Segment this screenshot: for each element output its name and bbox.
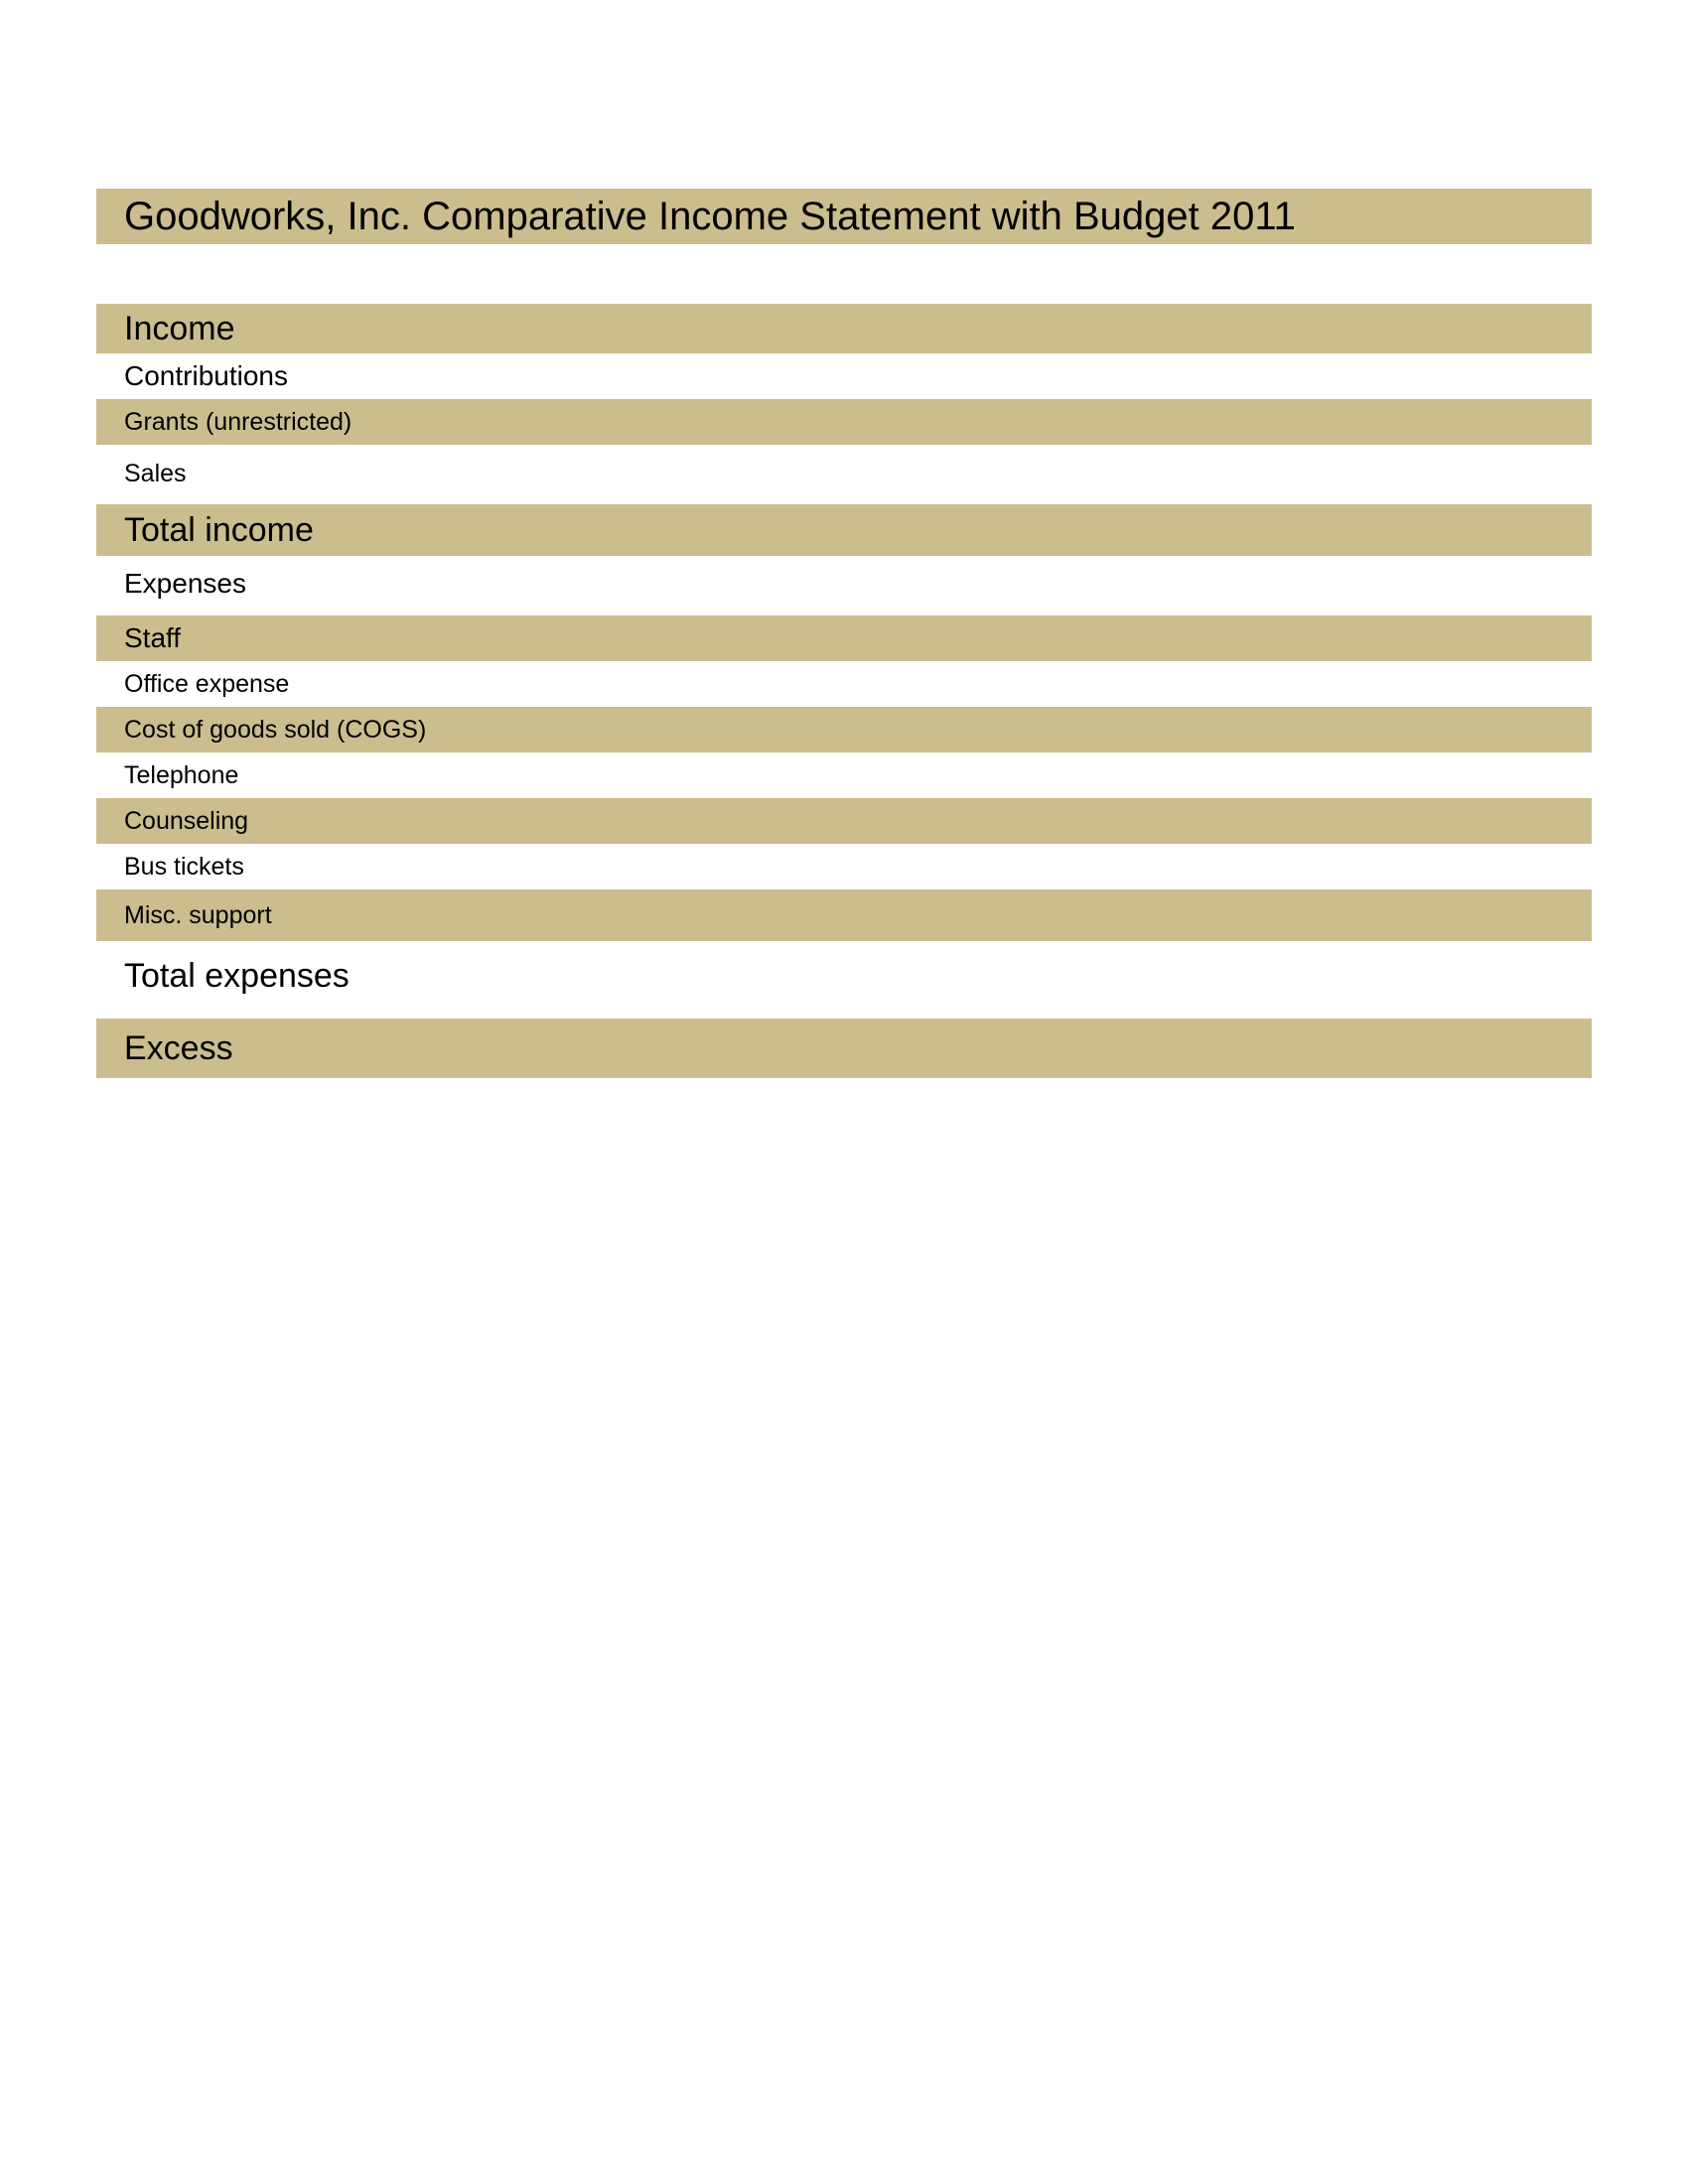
- row-office-expense: Office expense: [124, 669, 290, 698]
- row-cogs: Cost of goods sold (COGS): [96, 707, 1592, 752]
- row-staff: Staff: [96, 615, 1592, 661]
- row-grants-unrestricted: Grants (unrestricted): [96, 399, 1592, 445]
- row-counseling: Counseling: [96, 798, 1592, 844]
- row-excess: Excess: [96, 1019, 1592, 1078]
- statement-title: Goodworks, Inc. Comparative Income Statement with Budget 2011: [96, 189, 1592, 244]
- row-total-expenses: Total expenses: [124, 956, 350, 995]
- row-total-income: Total income: [96, 504, 1592, 556]
- row-misc-support: Misc. support: [96, 889, 1592, 941]
- row-bus-tickets: Bus tickets: [124, 852, 244, 881]
- row-contributions: Contributions: [124, 360, 288, 391]
- row-sales: Sales: [124, 459, 187, 487]
- row-income: Income: [96, 304, 1592, 353]
- row-telephone: Telephone: [124, 760, 239, 789]
- row-expenses: Expenses: [124, 568, 246, 599]
